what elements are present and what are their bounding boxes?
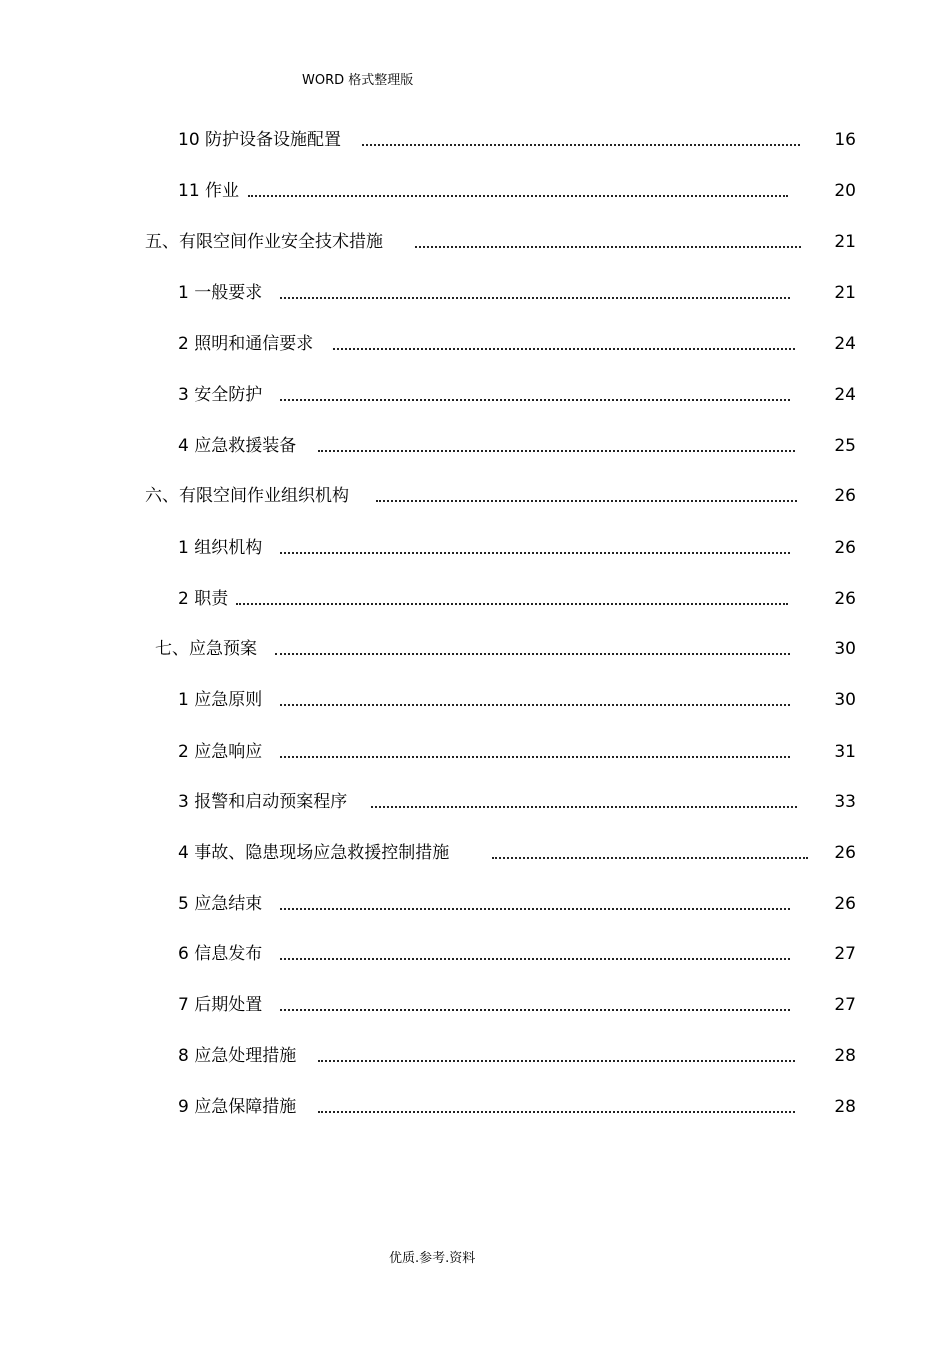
toc-dot-leader — [280, 1009, 790, 1011]
toc-entry-page: 31 — [834, 742, 856, 762]
toc-entry-page: 20 — [834, 181, 856, 201]
toc-entry[interactable] — [0, 281, 950, 305]
toc-entry[interactable] — [0, 434, 950, 458]
toc-entry-title: 9 应急保障措施 — [178, 1097, 297, 1117]
toc-entry[interactable] — [0, 1095, 950, 1119]
toc-entry[interactable] — [0, 740, 950, 764]
toc-entry-title: 3 安全防护 — [178, 385, 263, 405]
toc-entry-title: 4 应急救援装备 — [178, 436, 297, 456]
page-footer: 优质.参考.资料 — [389, 1251, 476, 1266]
toc-entry-title: 7 后期处置 — [178, 995, 263, 1015]
toc-entry-page: 25 — [834, 436, 856, 456]
toc-entry[interactable] — [0, 179, 950, 203]
toc-entry[interactable] — [0, 637, 950, 661]
toc-dot-leader — [275, 653, 790, 655]
toc-dot-leader — [280, 399, 790, 401]
toc-dot-leader — [280, 704, 790, 706]
toc-entry-page: 24 — [834, 334, 856, 354]
toc-entry-title: 五、有限空间作业安全技术措施 — [145, 232, 383, 252]
toc-entry-page: 28 — [834, 1097, 856, 1117]
toc-entry-page: 26 — [834, 486, 856, 506]
toc-entry[interactable] — [0, 892, 950, 916]
toc-entry-page: 33 — [834, 792, 856, 812]
toc-entry-page: 26 — [834, 894, 856, 914]
toc-entry[interactable] — [0, 128, 950, 152]
toc-dot-leader — [362, 144, 800, 146]
toc-entry-page: 27 — [834, 944, 856, 964]
toc-entry-title: 2 应急响应 — [178, 742, 263, 762]
toc-dot-leader — [236, 603, 788, 605]
toc-entry-title: 11 作业 — [178, 181, 240, 201]
toc-entry-page: 21 — [834, 283, 856, 303]
toc-dot-leader — [333, 348, 795, 350]
toc-dot-leader — [376, 500, 797, 502]
toc-dot-leader — [492, 857, 808, 859]
toc-dot-leader — [280, 552, 790, 554]
toc-entry[interactable] — [0, 332, 950, 356]
toc-entry-title: 8 应急处理措施 — [178, 1046, 297, 1066]
toc-entry-page: 26 — [834, 589, 856, 609]
toc-entry[interactable] — [0, 587, 950, 611]
toc-entry-page: 24 — [834, 385, 856, 405]
toc-dot-leader — [415, 246, 801, 248]
toc-entry-title: 5 应急结束 — [178, 894, 263, 914]
toc-entry-title: 1 组织机构 — [178, 538, 263, 558]
toc-dot-leader — [318, 1111, 795, 1113]
toc-entry[interactable] — [0, 841, 950, 865]
toc-entry[interactable] — [0, 688, 950, 712]
toc-entry-page: 16 — [834, 130, 856, 150]
toc-entry-title: 6 信息发布 — [178, 944, 263, 964]
toc-entry[interactable] — [0, 993, 950, 1017]
toc-entry-title: 2 照明和通信要求 — [178, 334, 314, 354]
toc-entry-title: 3 报警和启动预案程序 — [178, 792, 348, 812]
toc-dot-leader — [248, 195, 788, 197]
toc-entry[interactable] — [0, 230, 950, 254]
toc-entry[interactable] — [0, 536, 950, 560]
toc-entry-title: 七、应急预案 — [155, 639, 257, 659]
toc-entry[interactable] — [0, 942, 950, 966]
toc-entry-page: 26 — [834, 843, 856, 863]
page-header: WORD 格式整理版 — [302, 73, 414, 88]
toc-dot-leader — [318, 450, 795, 452]
toc-entry-page: 30 — [834, 639, 856, 659]
toc-entry-title: 10 防护设备设施配置 — [178, 130, 342, 150]
toc-dot-leader — [371, 806, 797, 808]
toc-entry-title: 1 应急原则 — [178, 690, 263, 710]
toc-dot-leader — [280, 958, 790, 960]
toc-dot-leader — [318, 1060, 795, 1062]
toc-entry-title: 六、有限空间作业组织机构 — [145, 486, 349, 506]
toc-entry[interactable] — [0, 790, 950, 814]
toc-entry[interactable] — [0, 383, 950, 407]
toc-dot-leader — [280, 297, 790, 299]
toc-entry-title: 1 一般要求 — [178, 283, 263, 303]
toc-entry-page: 21 — [834, 232, 856, 252]
toc-entry-page: 28 — [834, 1046, 856, 1066]
toc-entry-title: 2 职责 — [178, 589, 229, 609]
toc-entry-title: 4 事故、隐患现场应急救援控制措施 — [178, 843, 450, 863]
toc-entry-page: 27 — [834, 995, 856, 1015]
toc-dot-leader — [280, 908, 790, 910]
toc-entry-page: 30 — [834, 690, 856, 710]
toc-entry[interactable] — [0, 1044, 950, 1068]
toc-entry[interactable] — [0, 484, 950, 508]
toc-entry-page: 26 — [834, 538, 856, 558]
toc-dot-leader — [280, 756, 790, 758]
